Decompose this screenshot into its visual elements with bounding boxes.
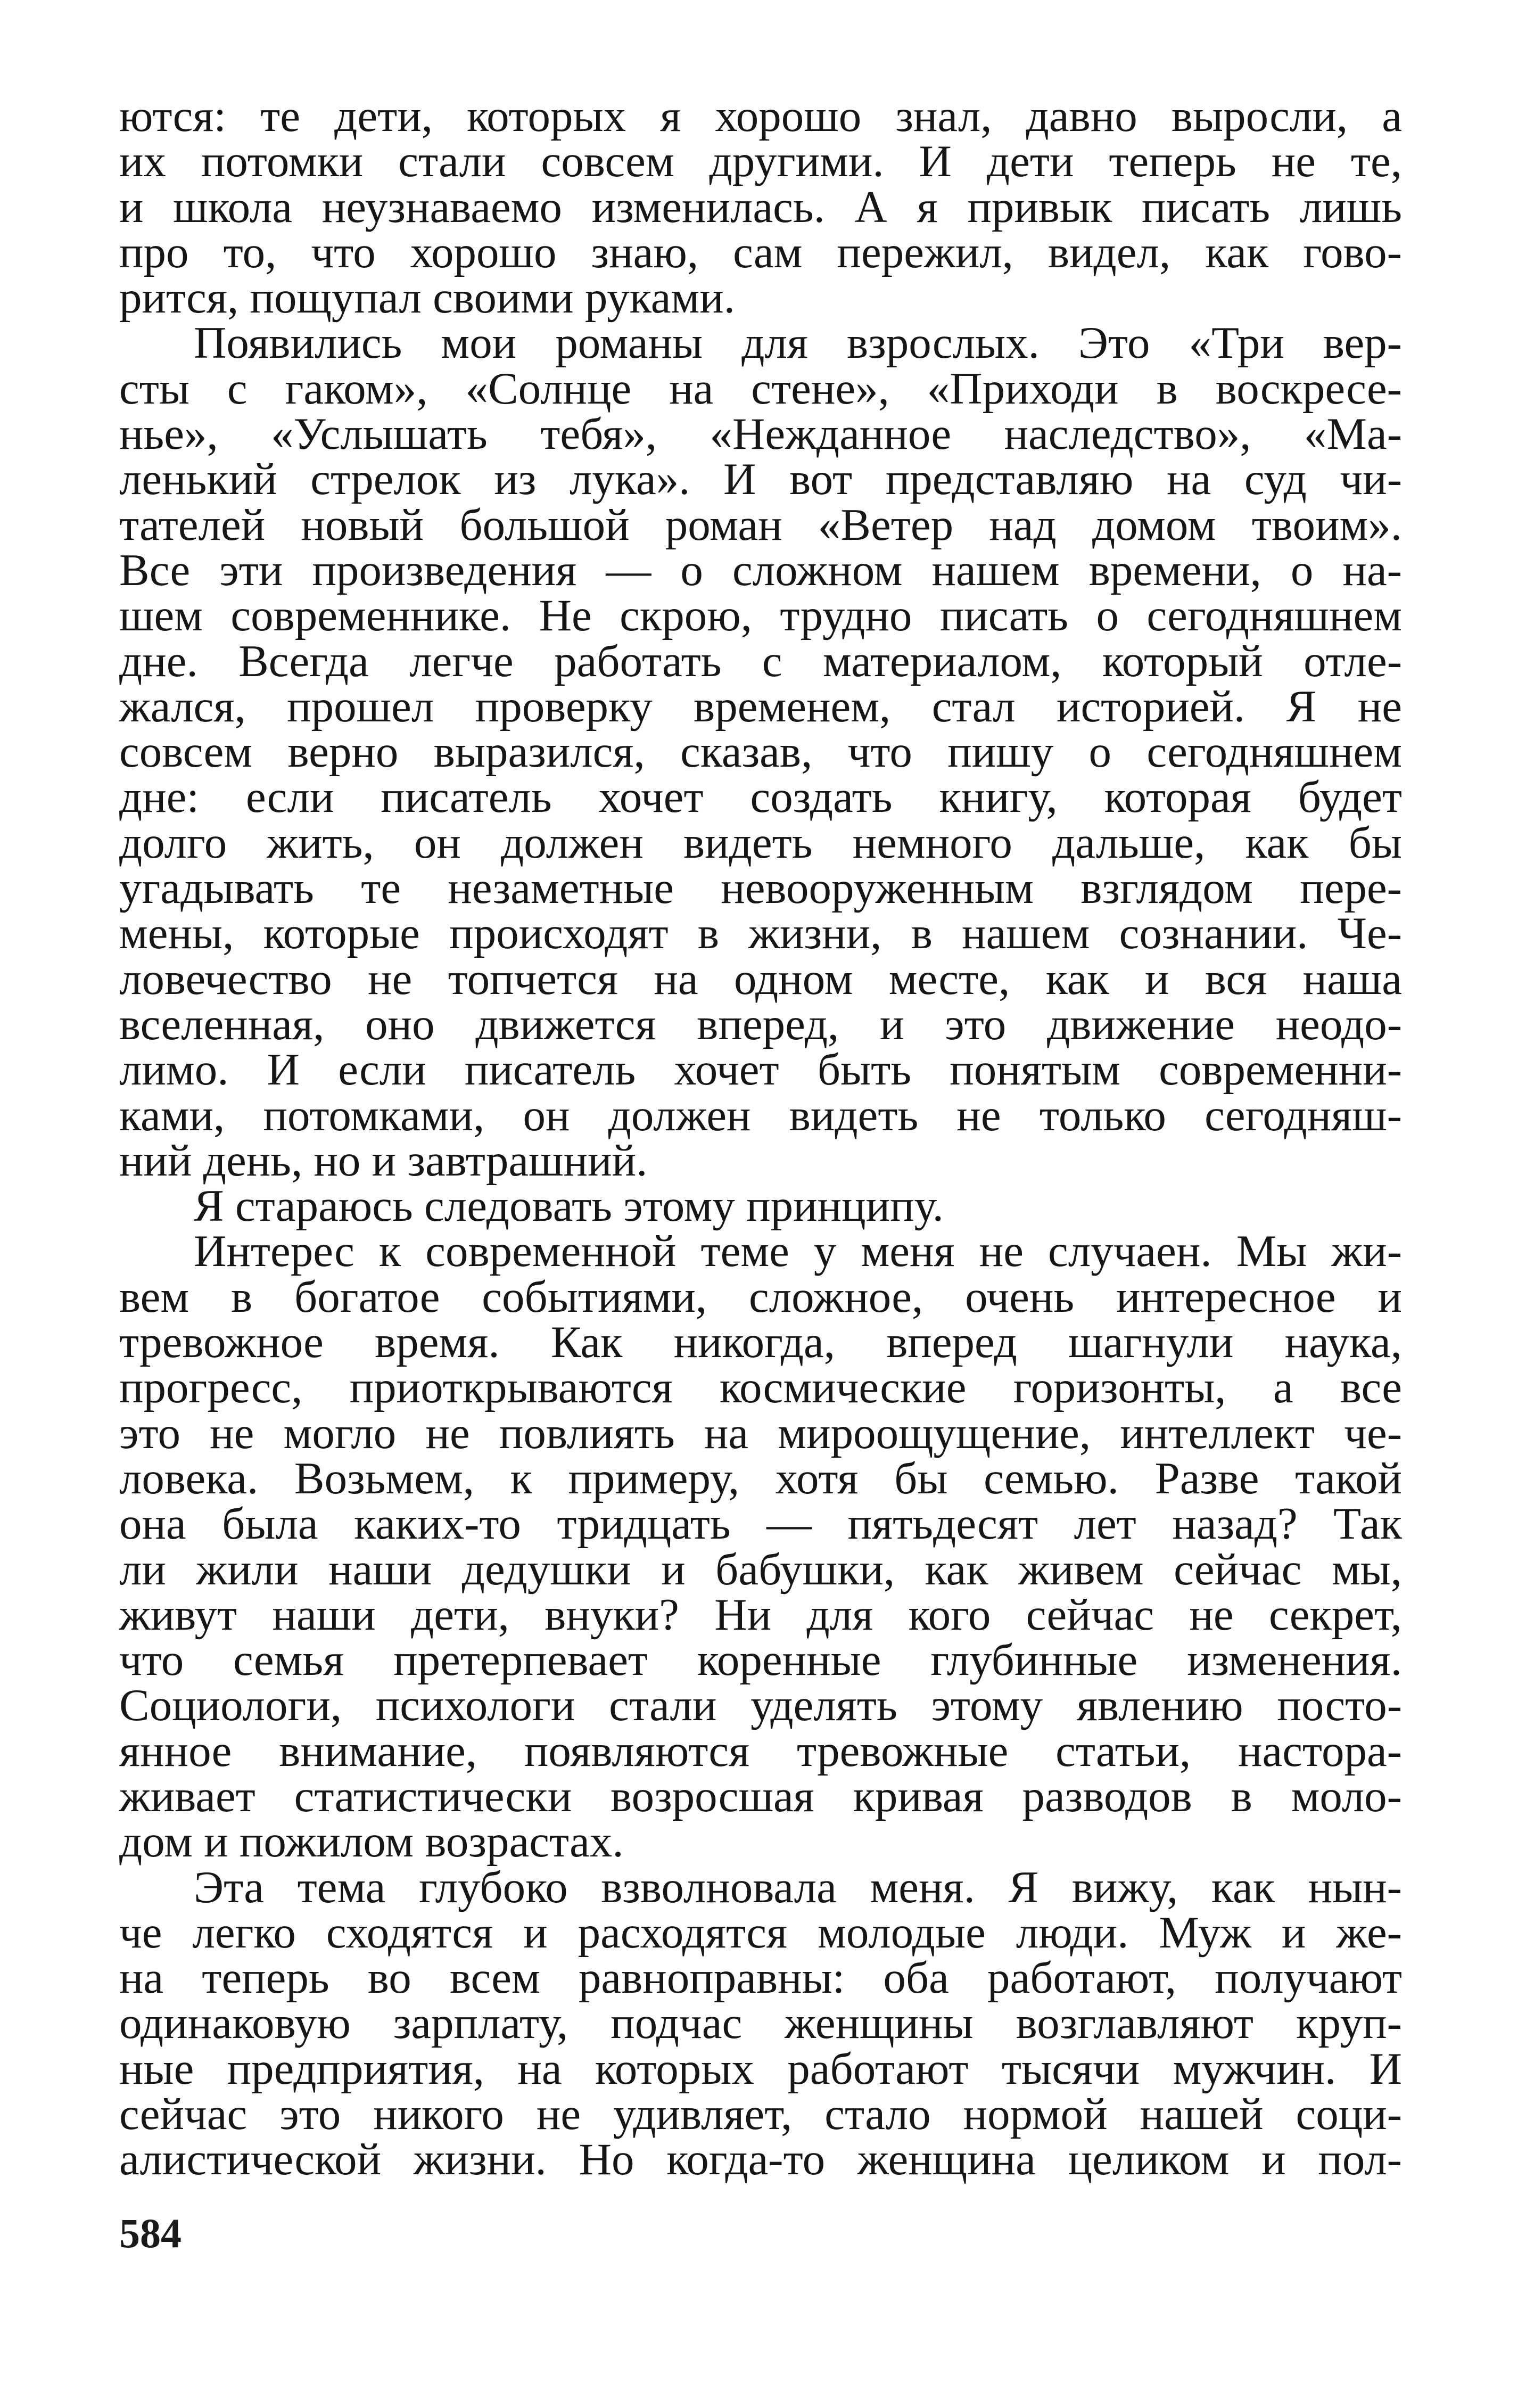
text-line: живут наши дети, внуки? Ни для кого сейчас не секрет,: [119, 1589, 1402, 1640]
text-line: сты с гаком», «Солнце на стене», «Приходи в воскресе-: [119, 363, 1402, 414]
text-line: живает статистически возросшая кривая разводов в моло-: [119, 1771, 1402, 1821]
text-line: на теперь во всем равноправны: оба работают, получают: [119, 1953, 1402, 2003]
text-line: их потомки стали совсем другими. И дети теперь не те,: [119, 136, 1402, 187]
text-line: янное внимание, появляются тревожные статьи, настора-: [119, 1725, 1402, 1776]
text-line: рится, пощупал своими руками.: [119, 273, 736, 323]
text-line: Появились мои романы для взрослых. Это «Три вер-: [194, 318, 1402, 368]
text-line: Эта тема глубоко взволновала меня. Я вижу, как нын-: [194, 1862, 1402, 1912]
text-line: совсем верно выразился, сказав, что пишу о сегодняшнем: [119, 727, 1402, 777]
text-line: тревожное время. Как никогда, вперед шагнули наука,: [119, 1317, 1402, 1368]
text-line: ний день, но и завтрашний.: [119, 1135, 648, 1186]
text-line: долго жить, он должен видеть немного дальше, как бы: [119, 817, 1402, 868]
text-line: прогресс, приоткрываются космические горизонты, а все: [119, 1362, 1402, 1413]
text-line: одинаковую зарплату, подчас женщины возглавляют круп-: [119, 1998, 1402, 2049]
text-line: ются: те дети, которых я хорошо знал, давно выросли, а: [119, 91, 1402, 141]
text-line: и школа неузнаваемо изменилась. А я привык писать лишь: [119, 182, 1402, 232]
text-line: жался, прошел проверку временем, стал историей. Я не: [119, 681, 1402, 732]
text-line: нье», «Услышать тебя», «Нежданное наследство», «Ма-: [119, 409, 1402, 459]
text-line: вселенная, оно движется вперед, и это движение неодо-: [119, 999, 1402, 1049]
text-line: алистической жизни. Но когда-то женщина целиком и пол-: [119, 2134, 1402, 2185]
text-line: че легко сходятся и расходятся молодые люди. Муж и же-: [119, 1907, 1402, 1958]
text-line: ками, потомками, он должен видеть не только сегодняш-: [119, 1090, 1402, 1140]
text-line: вем в богатое событиями, сложное, очень интересное и: [119, 1271, 1402, 1322]
text-line: Я стараюсь следовать этому принципу.: [194, 1181, 944, 1231]
text-line: шем современнике. Не скрою, трудно писать о сегодняшнем: [119, 590, 1402, 641]
text-line: тателей новый большой роман «Ветер над домом твоим».: [119, 499, 1402, 550]
text-line: это не могло не повлиять на мироощущение, интеллект че-: [119, 1408, 1402, 1458]
text-line: дом и пожилом возрастах.: [119, 1817, 624, 1867]
text-line: Интерес к современной теме у меня не случаен. Мы жи-: [194, 1226, 1402, 1277]
text-line: лимо. И если писатель хочет быть понятым современни-: [119, 1045, 1402, 1095]
text-line: ловечество не топчется на одном месте, как и вся наша: [119, 954, 1402, 1004]
text-line: она была каких-то тридцать — пятьдесят лет назад? Так: [119, 1499, 1402, 1549]
text-line: Социологи, психологи стали уделять этому явлению посто-: [119, 1680, 1402, 1731]
text-line: ли жили наши дедушки и бабушки, как живем сейчас мы,: [119, 1544, 1402, 1595]
page-number: 584: [119, 2210, 182, 2256]
text-line: дне. Всегда легче работать с материалом, который отле-: [119, 636, 1402, 686]
text-line: угадывать те незаметные невооруженным взглядом пере-: [119, 863, 1402, 914]
text-line: Все эти произведения — о сложном нашем времени, о на-: [119, 545, 1402, 595]
text-line: дне: если писатель хочет создать книгу, которая будет: [119, 772, 1402, 823]
text-line: ные предприятия, на которых работают тысячи мужчин. И: [119, 2043, 1402, 2094]
page-body: [119, 91, 1402, 2185]
text-line: что семья претерпевает коренные глубинные изменения.: [119, 1635, 1402, 1686]
text-line: ловека. Возьмем, к примеру, хотя бы семью. Разве такой: [119, 1453, 1402, 1503]
text-line: ленький стрелок из лука». И вот представляю на суд чи-: [119, 454, 1402, 505]
text-line: мены, которые происходят в жизни, в нашем сознании. Че-: [119, 908, 1402, 959]
text-line: сейчас это никого не удивляет, стало нормой нашей соци-: [119, 2089, 1402, 2140]
text-line: про то, что хорошо знаю, сам пережил, видел, как гово-: [119, 227, 1402, 277]
